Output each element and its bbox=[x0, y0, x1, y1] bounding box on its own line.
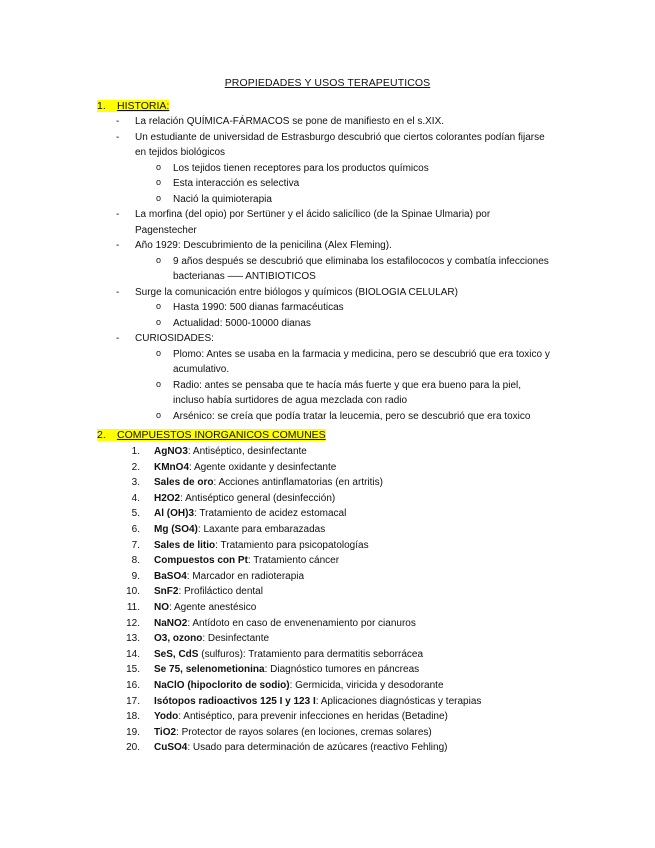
compound-use: : Profiláctico dental bbox=[178, 586, 263, 598]
compound-use: : Antiséptico general (desinfección) bbox=[180, 492, 336, 504]
dash-bullet-icon: - bbox=[116, 116, 120, 127]
section-2-heading bbox=[97, 429, 326, 441]
compound-formula: TiO2 bbox=[154, 726, 177, 738]
compound-use: : Agente anestésico bbox=[169, 602, 257, 613]
compound-use: : Diagnóstico tumores en páncreas bbox=[264, 664, 420, 676]
section-2-number: 2. bbox=[97, 429, 106, 441]
circle-bullet-icon: o bbox=[156, 301, 162, 311]
section-2-title: COMPUESTOS INORGANICOS COMUNES bbox=[117, 429, 326, 441]
dash-bullet-icon: - bbox=[116, 240, 120, 251]
circle-bullet-icon: o bbox=[156, 192, 162, 203]
circle-bullet-icon: o bbox=[156, 316, 162, 327]
compound-formula: SnF2 bbox=[154, 586, 179, 598]
circle-bullet-icon: o bbox=[156, 254, 162, 265]
compound-use: : Protector de rayos solares (en lociones, cremas solares) bbox=[176, 726, 432, 738]
compound-formula: NO bbox=[154, 602, 169, 613]
dash-bullet-icon: - bbox=[116, 333, 120, 344]
compound-formula: Isótopos radioactivos 125 I y 123 I bbox=[154, 695, 316, 707]
compound-formula: SeS, CdS bbox=[154, 648, 199, 660]
compound-use: : Aplicaciones diagnósticas y terapias bbox=[315, 695, 482, 707]
compound-formula: BaSO4 bbox=[154, 570, 187, 582]
history-item-line: La morfina (del opio) por Sertüner y el ácido salicílico (de la Spinae Ulmaria) por bbox=[135, 209, 491, 220]
compound-use: : Desinfectante bbox=[202, 633, 270, 645]
history-subitem-line: acumulativo. bbox=[173, 364, 230, 375]
history-item-line: CURIOSIDADES: bbox=[135, 333, 214, 344]
history-subitem-line: 9 años después se descubrió que eliminaba los estafilococos y combatía infecciones bbox=[173, 255, 549, 267]
history-subitem-line: incluso había surtidores de agua mezclada con radio bbox=[173, 395, 408, 406]
compound-use: : Laxante para embarazadas bbox=[197, 524, 326, 535]
history-subitem-line: Nació la quimioterapia bbox=[173, 193, 272, 205]
compound-number: 15. bbox=[126, 664, 140, 676]
section-1-number: 1. bbox=[97, 100, 106, 112]
compound-number: 13. bbox=[126, 633, 140, 645]
title-text: PROPIEDADES Y USOS TERAPEUTICOS bbox=[224, 77, 431, 89]
compound-use: : Marcador en radioterapia bbox=[186, 570, 305, 582]
history-item-line: Año 1929: Descubrimiento de la penicilina (Alex Fleming). bbox=[135, 240, 392, 251]
compound-number: 3. bbox=[131, 477, 140, 489]
history-item-line: La relación QUÍMICA-FÁRMACOS se pone de manifiesto en el s.XIX. bbox=[135, 116, 445, 127]
history-subitem-line: Hasta 1990: 500 dianas farmacéuticas bbox=[173, 302, 344, 313]
compound-use: : Usado para determinación de azúcares (reactivo Fehling) bbox=[187, 742, 448, 754]
circle-bullet-icon: o bbox=[156, 177, 162, 187]
compound-formula: AgNO3 bbox=[154, 446, 188, 457]
page-title bbox=[0, 77, 655, 89]
section-1-heading bbox=[97, 100, 169, 112]
compound-number: 17. bbox=[126, 695, 140, 707]
history-subitem-line: Los tejidos tienen receptores para los productos químicos bbox=[173, 162, 429, 174]
compound-number: 1. bbox=[131, 446, 140, 457]
circle-bullet-icon: o bbox=[156, 347, 162, 358]
history-subitem-line: Plomo: Antes se usaba en la farmacia y medicina, pero se descubrió que era toxico y bbox=[173, 348, 550, 360]
compound-formula: Sales de oro bbox=[154, 477, 214, 489]
dash-bullet-icon: - bbox=[116, 131, 120, 143]
compound-number: 7. bbox=[131, 539, 140, 551]
compound-formula: NaNO2 bbox=[154, 617, 188, 629]
compound-number: 10. bbox=[126, 586, 140, 598]
compound-number: 4. bbox=[131, 492, 140, 504]
compound-use: : Agente oxidante y desinfectante bbox=[189, 461, 337, 473]
compound-use: : Tratamiento de acidez estomacal bbox=[194, 508, 347, 520]
compound-formula: Compuestos con Pt bbox=[154, 555, 248, 567]
compound-formula: Se 75, selenometionina bbox=[154, 664, 265, 676]
section-1-title: HISTORIA: bbox=[117, 100, 170, 112]
circle-bullet-icon: o bbox=[156, 161, 162, 172]
history-subitem-line: Actualidad: 5000-10000 dianas bbox=[173, 317, 311, 329]
compound-number: 8. bbox=[131, 555, 140, 567]
compound-number: 12. bbox=[126, 617, 140, 629]
compound-number: 19. bbox=[126, 726, 140, 738]
compound-use: : Antiséptico, desinfectante bbox=[187, 446, 307, 457]
compound-formula: Yodo bbox=[154, 711, 179, 723]
compound-number: 20. bbox=[126, 742, 140, 754]
history-item-line: Un estudiante de universidad de Estrasburgo descubrió que ciertos colorantes podían fijarse bbox=[135, 131, 545, 143]
compound-formula: Mg (SO4) bbox=[154, 524, 198, 535]
history-item-line: en tejidos biológicos bbox=[135, 147, 226, 158]
compound-number: 14. bbox=[126, 648, 140, 660]
history-subitem-line: Esta interacción es selectiva bbox=[173, 178, 300, 189]
compound-use: : Tratamiento cáncer bbox=[247, 555, 340, 567]
compound-use: : Antídoto en caso de envenenamiento por cianuros bbox=[187, 617, 416, 629]
dash-bullet-icon: - bbox=[116, 209, 120, 220]
compound-formula: KMnO4 bbox=[154, 461, 189, 473]
compound-formula: Sales de litio bbox=[154, 539, 216, 551]
compound-number: 9. bbox=[131, 570, 140, 582]
compound-number: 16. bbox=[126, 680, 140, 691]
circle-bullet-icon: o bbox=[156, 409, 162, 420]
history-subitem-line: bacterianas —– ANTIBIOTICOS bbox=[173, 271, 316, 282]
compound-use: : Tratamiento para psicopatologías bbox=[215, 539, 369, 551]
compound-number: 11. bbox=[126, 602, 140, 613]
compound-use: : Acciones antinflamatorias (en artritis) bbox=[213, 477, 383, 489]
compound-number: 2. bbox=[131, 461, 140, 473]
compound-use: : Germicida, viricida y desodorante bbox=[289, 680, 444, 691]
compound-number: 18. bbox=[126, 711, 140, 723]
history-item-line: Pagenstecher bbox=[135, 224, 197, 236]
compound-formula: O3, ozono bbox=[154, 633, 203, 645]
history-subitem-line: Arsénico: se creía que podía tratar la leucemia, pero se descubrió que era toxico bbox=[173, 410, 531, 422]
circle-bullet-icon: o bbox=[156, 378, 162, 389]
compound-number: 6. bbox=[131, 524, 140, 535]
compound-use: (sulfuros): Tratamiento para dermatitis seborrácea bbox=[198, 648, 424, 660]
history-subitem-line: Radio: antes se pensaba que te hacía más fuerte y que era bueno para la piel, bbox=[173, 379, 522, 391]
dash-bullet-icon: - bbox=[116, 286, 120, 298]
compound-use: : Antiséptico, para prevenir infecciones en heridas (Betadine) bbox=[178, 711, 448, 723]
history-item-line: Surge la comunicación entre biólogos y químicos (BIOLOGIA CELULAR) bbox=[135, 286, 458, 298]
compound-formula: H2O2 bbox=[154, 492, 181, 504]
compound-number: 5. bbox=[131, 508, 140, 520]
compound-formula: NaClO (hipoclorito de sodio) bbox=[154, 680, 290, 691]
compound-formula: CuSO4 bbox=[154, 742, 188, 754]
compound-formula: Al (OH)3 bbox=[154, 508, 194, 520]
